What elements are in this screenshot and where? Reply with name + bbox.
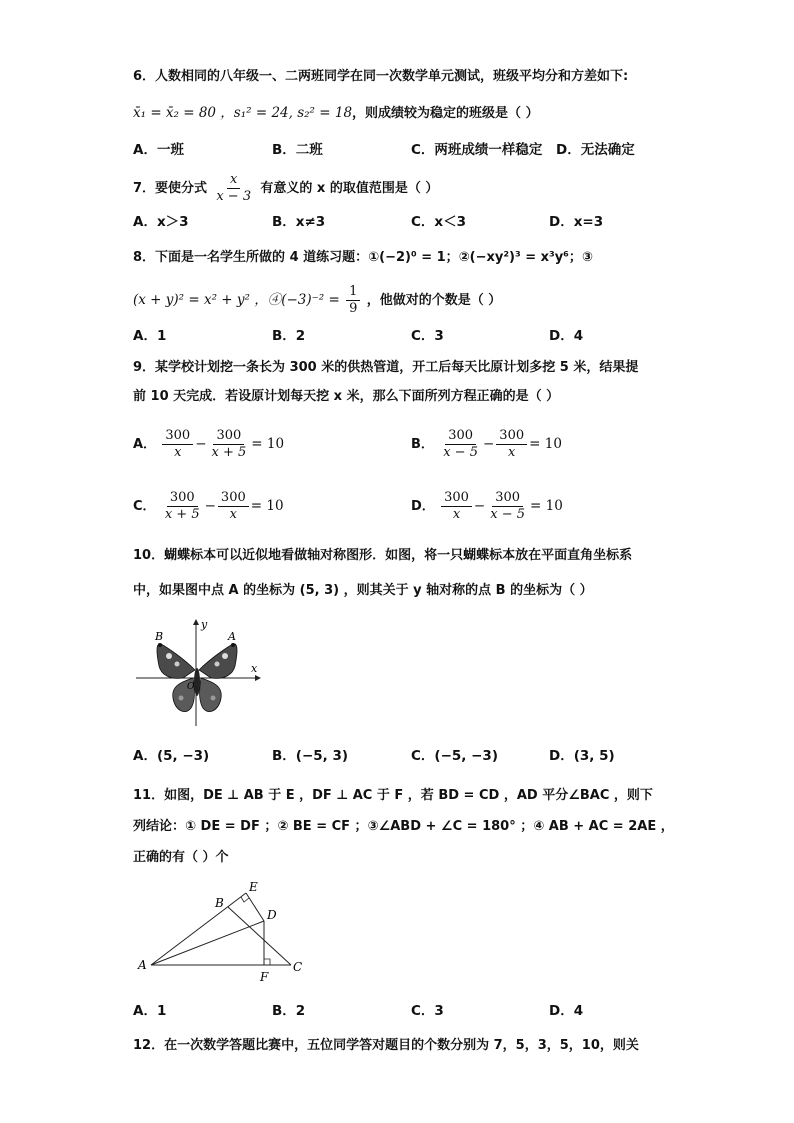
q6-option-c[interactable]: C．两班成绩一样稳定	[411, 142, 543, 158]
q9-a-rhs: = 10	[251, 436, 285, 452]
q11-stem-line2: 列结论：① DE = DF ；② BE = CF ；③∠ABD + ∠C = 180° ；④ AB + AC = 2AE ，	[133, 819, 674, 834]
segment-ae	[151, 893, 246, 965]
butterfly-spot	[166, 653, 172, 659]
butterfly-spot	[179, 696, 184, 701]
label-x: x	[251, 662, 258, 675]
q6-stem-tail: ，则成绩较为稳定的班级是（ ）	[352, 106, 539, 121]
q7-option-d[interactable]: D．x=3	[549, 214, 604, 230]
label-f: F	[260, 970, 269, 984]
label-c: C	[293, 960, 303, 974]
q10-stem-line2: 中，如果图中点 A 的坐标为 (5, 3) ，则其关于 y 轴对称的点 B 的坐标为（ ）	[133, 583, 593, 598]
q9-b-frac1	[440, 428, 481, 461]
q11-triangle-figure	[133, 875, 313, 990]
q7-option-c[interactable]: C．x＜3	[411, 214, 467, 230]
q9-option-a[interactable]: A． $\frac{300}{x}$ − $\frac{300}{x + 5}$ = 10	[133, 428, 285, 460]
q9-d-d1: x	[452, 507, 461, 522]
q8-option-a[interactable]: A．1	[133, 328, 167, 344]
q9-d-n1: 300	[441, 490, 472, 507]
q9-option-b[interactable]: B． $\frac{300}{x - 5}$ − $\frac{300}{x}$ = 10	[411, 428, 562, 460]
label-d: D	[267, 908, 277, 922]
butterfly-spot	[175, 662, 180, 667]
q9-b-n1: 300	[445, 428, 476, 445]
q9-b-n2: 300	[496, 428, 527, 445]
q9-option-d[interactable]: D． $\frac{300}{x}$ − $\frac{300}{x - 5}$ = 10	[411, 490, 563, 522]
q8-line2-pre: (x + y)² = x² + y² ，④(−3)⁻² =	[133, 292, 340, 308]
q11-stem-line3: 正确的有（ ）个	[133, 850, 229, 865]
q8-option-c[interactable]: C．3	[411, 328, 444, 344]
q9-option-c-label: C．	[133, 499, 156, 514]
right-angle-e	[241, 897, 249, 902]
q9-c-frac1	[162, 490, 203, 523]
q8-stem-line1: 8．下面是一名学生所做的 4 道练习题：①(−2)⁰ = 1；②(−xy²)³ = x³y⁶；③	[133, 250, 593, 265]
label-a: A	[138, 958, 147, 972]
q6-option-b[interactable]: B．二班	[272, 142, 323, 158]
q9-a-d1: x	[174, 445, 182, 460]
butterfly-diagram	[133, 618, 263, 728]
q6-stem-line1: 6．人数相同的八年级一、二两班同学在同一次数学单元测试，班级平均分和方差如下:	[133, 69, 629, 84]
q6-stats: x̄₁ = x̄₂ = 80 ，s₁² = 24, s₂² = 18	[133, 105, 353, 121]
q7-stem-pre: 7．要使分式	[133, 181, 208, 196]
q9-d-frac2	[487, 490, 528, 523]
label-a: A	[228, 630, 236, 643]
q10-option-a[interactable]: A．(5, −3)	[133, 748, 210, 764]
q9-d-frac1	[441, 490, 472, 523]
butterfly-left-upper-wing	[157, 644, 195, 679]
triangle-diagram	[133, 875, 313, 990]
q9-c-rhs: = 10	[250, 498, 284, 514]
q8-frac-den: 9	[349, 301, 358, 316]
q9-option-c[interactable]: C． $\frac{300}{x + 5}$ − $\frac{300}{x}$ = 10	[133, 490, 284, 522]
q11-stem-line1: 11．如图，DE ⊥ AB 于 E ，DF ⊥ AC 于 F ，若 BD = CD ，AD 平分∠BAC ，则下	[133, 788, 653, 803]
q9-option-d-label: D．	[411, 499, 435, 514]
q9-b-d2: x	[508, 445, 516, 460]
q6-option-a[interactable]: A．一班	[133, 142, 184, 158]
x-axis-arrow	[255, 675, 261, 681]
point-b	[158, 643, 162, 647]
q8-option-d[interactable]: D．4	[549, 328, 584, 344]
q9-c-d2: x	[229, 507, 237, 522]
q9-a-frac1	[162, 428, 193, 461]
label-y: y	[201, 618, 208, 631]
label-o: O	[187, 682, 195, 692]
q9-b-d1: x − 5	[443, 445, 478, 460]
q9-b-frac2	[496, 428, 527, 461]
q9-c-frac2	[218, 490, 249, 523]
q8-fraction	[346, 284, 360, 317]
segment-ad	[151, 921, 264, 965]
q11-option-a[interactable]: A．1	[133, 1003, 167, 1019]
q9-b-rhs: = 10	[529, 436, 562, 452]
butterfly-body	[194, 668, 200, 696]
q9-a-n2: 300	[213, 428, 244, 445]
q11-option-c[interactable]: C．3	[411, 1003, 444, 1019]
q10-option-b[interactable]: B．(−5, 3)	[272, 748, 349, 764]
q6-stem-line2	[133, 103, 539, 124]
q9-c-d1: x + 5	[164, 507, 200, 522]
q9-c-n2: 300	[218, 490, 249, 507]
q9-c-n1: 300	[167, 490, 198, 507]
q7-frac-num: x	[227, 172, 240, 189]
right-angle-f	[264, 959, 270, 965]
butterfly-spot	[215, 662, 220, 667]
q10-butterfly-figure	[133, 618, 263, 728]
q8-line2-post: ，他做对的个数是（ ）	[366, 293, 502, 308]
q12-stem-line1: 12．在一次数学答题比赛中，五位同学答对题目的个数分别为 7，5，3，5，10，则关	[133, 1038, 639, 1053]
label-b: B	[215, 896, 224, 910]
q7-stem-post: 有意义的 x 的取值范围是（ ）	[260, 181, 439, 196]
q10-option-c[interactable]: C．(−5, −3)	[411, 748, 498, 764]
q9-stem-line2: 前 10 天完成．若设原计划每天挖 x 米，那么下面所列方程正确的是（ ）	[133, 389, 560, 404]
q10-stem-line1: 10．蝴蝶标本可以近似地看做轴对称图形．如图，将一只蝴蝶标本放在平面直角坐标系	[133, 548, 633, 563]
point-a	[231, 643, 235, 647]
q9-d-d2: x − 5	[490, 507, 525, 522]
q9-d-n2: 300	[492, 490, 523, 507]
segment-bc	[228, 907, 291, 965]
q8-stem-line2	[133, 282, 501, 319]
butterfly-right-lower-wing	[200, 678, 222, 712]
butterfly-spot	[222, 653, 228, 659]
butterfly-spot	[211, 696, 216, 701]
q7-fraction	[213, 172, 254, 205]
y-axis-arrow	[193, 619, 199, 625]
q7-option-b[interactable]: B．x≠3	[272, 214, 326, 230]
q9-option-a-label: A．	[133, 437, 157, 452]
q9-a-frac2	[209, 428, 250, 461]
q9-d-rhs: = 10	[530, 498, 563, 514]
q8-frac-num: 1	[346, 284, 360, 301]
label-b: B	[155, 630, 164, 643]
q11-option-d[interactable]: D．4	[549, 1003, 584, 1019]
q9-stem-line1: 9．某学校计划挖一条长为 300 米的供热管道，开工后每天比原计划多挖 5 米，结果提	[133, 360, 639, 375]
segment-ed	[246, 893, 264, 921]
label-e: E	[249, 880, 258, 894]
q6-option-d[interactable]: D．无法确定	[556, 142, 635, 158]
q8-option-b[interactable]: B．2	[272, 328, 306, 344]
q11-option-b[interactable]: B．2	[272, 1003, 306, 1019]
q7-option-a[interactable]: A．x＞3	[133, 214, 189, 230]
q9-option-b-label: B．	[411, 437, 434, 452]
q9-a-n1: 300	[162, 428, 193, 445]
q7-frac-den: x − 3	[216, 189, 252, 204]
q10-option-d[interactable]: D．(3, 5)	[549, 748, 615, 764]
q7-stem	[133, 170, 438, 207]
q9-a-d2: x + 5	[211, 445, 247, 460]
butterfly-right-upper-wing	[199, 644, 237, 679]
